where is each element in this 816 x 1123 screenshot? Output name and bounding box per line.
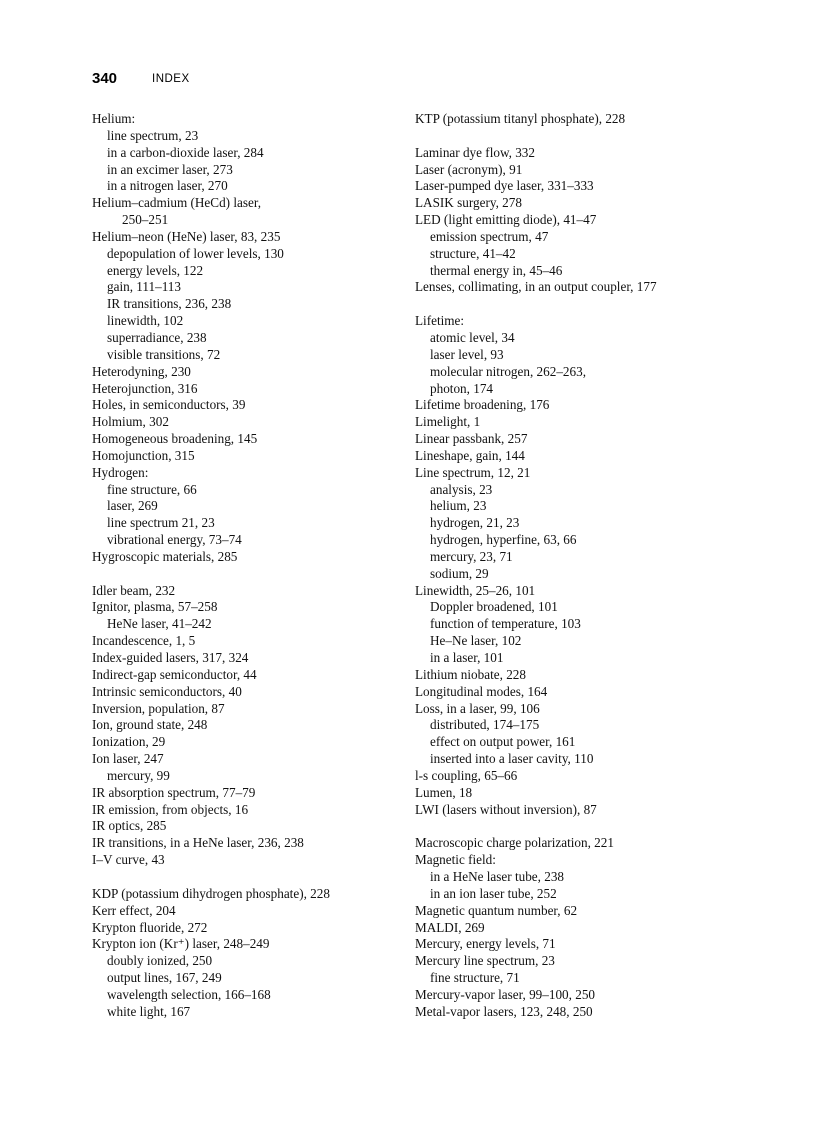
index-entry: Laser (acronym), 91 [415, 161, 523, 177]
index-subentry: linewidth, 102 [107, 313, 184, 329]
index-subentry: line spectrum, 23 [107, 127, 199, 143]
index-entry: Macroscopic charge polarization, 221 [415, 835, 614, 851]
index-subentry: molecular nitrogen, 262–263, [430, 363, 587, 379]
index-subentry: Doppler broadened, 101 [430, 599, 558, 615]
index-subentry: He–Ne laser, 102 [430, 633, 522, 649]
index-entry: Lenses, collimating, in an output coupler, 177 [415, 279, 657, 295]
index-section-gap [415, 128, 735, 145]
index-subentry: visible transitions, 72 [107, 346, 221, 362]
index-subentry: 250–251 [122, 212, 169, 228]
index-subentry: analysis, 23 [430, 481, 493, 497]
index-entry: Lineshape, gain, 144 [415, 447, 525, 463]
index-entry: Hydrogen: [92, 464, 149, 480]
index-subentry: in a HeNe laser tube, 238 [430, 868, 565, 884]
index-entry: Limelight, 1 [415, 414, 481, 430]
index-entry: Ignitor, plasma, 57–258 [92, 599, 218, 615]
index-entry: IR transitions, in a HeNe laser, 236, 238 [92, 835, 304, 851]
index-entry: Heterodyning, 230 [92, 363, 191, 379]
index-entry: Idler beam, 232 [92, 582, 176, 598]
index-subentry: in an ion laser tube, 252 [430, 885, 557, 901]
index-entry: IR emission, from objects, 16 [92, 801, 249, 817]
index-entry: Indirect-gap semiconductor, 44 [92, 666, 257, 682]
index-entry: Inversion, population, 87 [92, 700, 225, 716]
index-subentry: mercury, 99 [107, 767, 170, 783]
index-subentry: gain, 111–113 [107, 279, 181, 295]
index-subentry: superradiance, 238 [107, 329, 207, 345]
index-subentry: helium, 23 [430, 498, 487, 514]
index-entry: Linewidth, 25–26, 101 [415, 582, 536, 598]
index-section-gap [415, 296, 735, 313]
running-head: INDEX [152, 73, 190, 85]
index-entry: Homojunction, 315 [92, 447, 195, 463]
index-entry: LED (light emitting diode), 41–47 [415, 212, 597, 228]
index-column-right [415, 111, 735, 1021]
index-entry: KTP (potassium titanyl phosphate), 228 [415, 111, 626, 126]
index-subentry: in a nitrogen laser, 270 [107, 178, 228, 194]
index-subentry: sodium, 29 [430, 565, 489, 581]
index-entry: LASIK surgery, 278 [415, 195, 522, 211]
index-entry: Metal-vapor lasers, 123, 248, 250 [415, 1003, 593, 1019]
index-entry: IR absorption spectrum, 77–79 [92, 784, 256, 800]
index-subentry: structure, 41–42 [430, 245, 516, 261]
index-subentry: emission spectrum, 47 [430, 228, 549, 244]
index-subentry: hydrogen, hyperfine, 63, 66 [430, 532, 577, 548]
index-entry: I–V curve, 43 [92, 852, 165, 868]
index-subentry: in a carbon-dioxide laser, 284 [107, 144, 264, 160]
index-entry: Laminar dye flow, 332 [415, 144, 535, 160]
index-subentry: hydrogen, 21, 23 [430, 515, 520, 531]
index-subentry: mercury, 23, 71 [430, 548, 513, 564]
index-entry: Mercury-vapor laser, 99–100, 250 [415, 986, 596, 1002]
index-entry: Heterojunction, 316 [92, 380, 198, 396]
index-section-gap [415, 818, 735, 835]
index-entry: Laser-pumped dye laser, 331–333 [415, 178, 594, 194]
index-entry: Mercury line spectrum, 23 [415, 953, 555, 969]
index-subentry: doubly ionized, 250 [107, 953, 213, 969]
index-subentry: HeNe laser, 41–242 [107, 616, 212, 632]
index-subentry: fine structure, 71 [430, 970, 520, 986]
index-entry: Homogeneous broadening, 145 [92, 431, 258, 447]
index-entry: KDP (potassium dihydrogen phosphate), 228 [92, 885, 330, 901]
index-column-left [92, 111, 412, 1021]
index-entry: Lithium niobate, 228 [415, 666, 526, 682]
index-entry: l-s coupling, 65–66 [415, 767, 518, 783]
page-number: 340 [92, 70, 118, 87]
index-entry: Lifetime broadening, 176 [415, 397, 550, 413]
index-subentry: line spectrum 21, 23 [107, 515, 215, 531]
index-entry: Helium–neon (HeNe) laser, 83, 235 [92, 228, 281, 244]
index-entry: Magnetic quantum number, 62 [415, 902, 578, 918]
index-subentry: vibrational energy, 73–74 [107, 532, 242, 548]
index-subentry: depopulation of lower levels, 130 [107, 245, 284, 261]
index-entry: Holes, in semiconductors, 39 [92, 397, 246, 413]
index-subentry: white light, 167 [107, 1003, 191, 1019]
index-entry: Loss, in a laser, 99, 106 [415, 700, 540, 716]
index-subentry: wavelength selection, 166–168 [107, 986, 271, 1002]
index-entry: Lifetime: [415, 313, 465, 329]
index-entry: Ionization, 29 [92, 734, 166, 750]
index-entry: Ion laser, 247 [92, 751, 164, 767]
index-entry: Krypton fluoride, 272 [92, 919, 208, 935]
index-entry: Longitudinal modes, 164 [415, 683, 548, 699]
index-subentry: laser level, 93 [430, 346, 504, 362]
index-entry: IR optics, 285 [92, 818, 167, 834]
index-subentry: laser, 269 [107, 498, 158, 514]
index-entry: Ion, ground state, 248 [92, 717, 208, 733]
index-entry: Helium–cadmium (HeCd) laser, [92, 195, 262, 211]
index-entry: Incandescence, 1, 5 [92, 633, 196, 649]
index-section-gap [92, 566, 412, 583]
index-entry: Kerr effect, 204 [92, 902, 176, 918]
index-subentry: distributed, 174–175 [430, 717, 540, 733]
index-subentry: inserted into a laser cavity, 110 [430, 751, 594, 767]
index-entry: Intrinsic semiconductors, 40 [92, 683, 242, 699]
index-subentry: atomic level, 34 [430, 329, 515, 345]
index-entry: LWI (lasers without inversion), 87 [415, 801, 597, 817]
index-subentry: photon, 174 [430, 380, 494, 396]
index-entry: Mercury, energy levels, 71 [415, 936, 556, 952]
index-entry: Magnetic field: [415, 852, 496, 868]
index-entry: MALDI, 269 [415, 919, 485, 935]
index-entry: Helium: [92, 111, 136, 126]
index-subentry: IR transitions, 236, 238 [107, 296, 232, 312]
index-entry: Holmium, 302 [92, 414, 169, 430]
index-subentry: in a laser, 101 [430, 650, 504, 665]
index-subentry: in an excimer laser, 273 [107, 161, 233, 177]
index-subentry: fine structure, 66 [107, 481, 197, 497]
index-subentry: effect on output power, 161 [430, 734, 576, 750]
index-subentry: output lines, 167, 249 [107, 970, 222, 986]
index-section-gap [92, 869, 412, 886]
index-subentry: energy levels, 122 [107, 262, 204, 278]
index-entry: Lumen, 18 [415, 784, 473, 800]
index-subentry: function of temperature, 103 [430, 616, 581, 632]
index-subentry: thermal energy in, 45–46 [430, 262, 563, 278]
index-entry: Line spectrum, 12, 21 [415, 464, 531, 480]
index-entry: Linear passbank, 257 [415, 431, 528, 447]
index-entry: Hygroscopic materials, 285 [92, 548, 238, 564]
index-entry: Krypton ion (Kr⁺) laser, 248–249 [92, 936, 270, 952]
index-entry: Index-guided lasers, 317, 324 [92, 650, 249, 665]
